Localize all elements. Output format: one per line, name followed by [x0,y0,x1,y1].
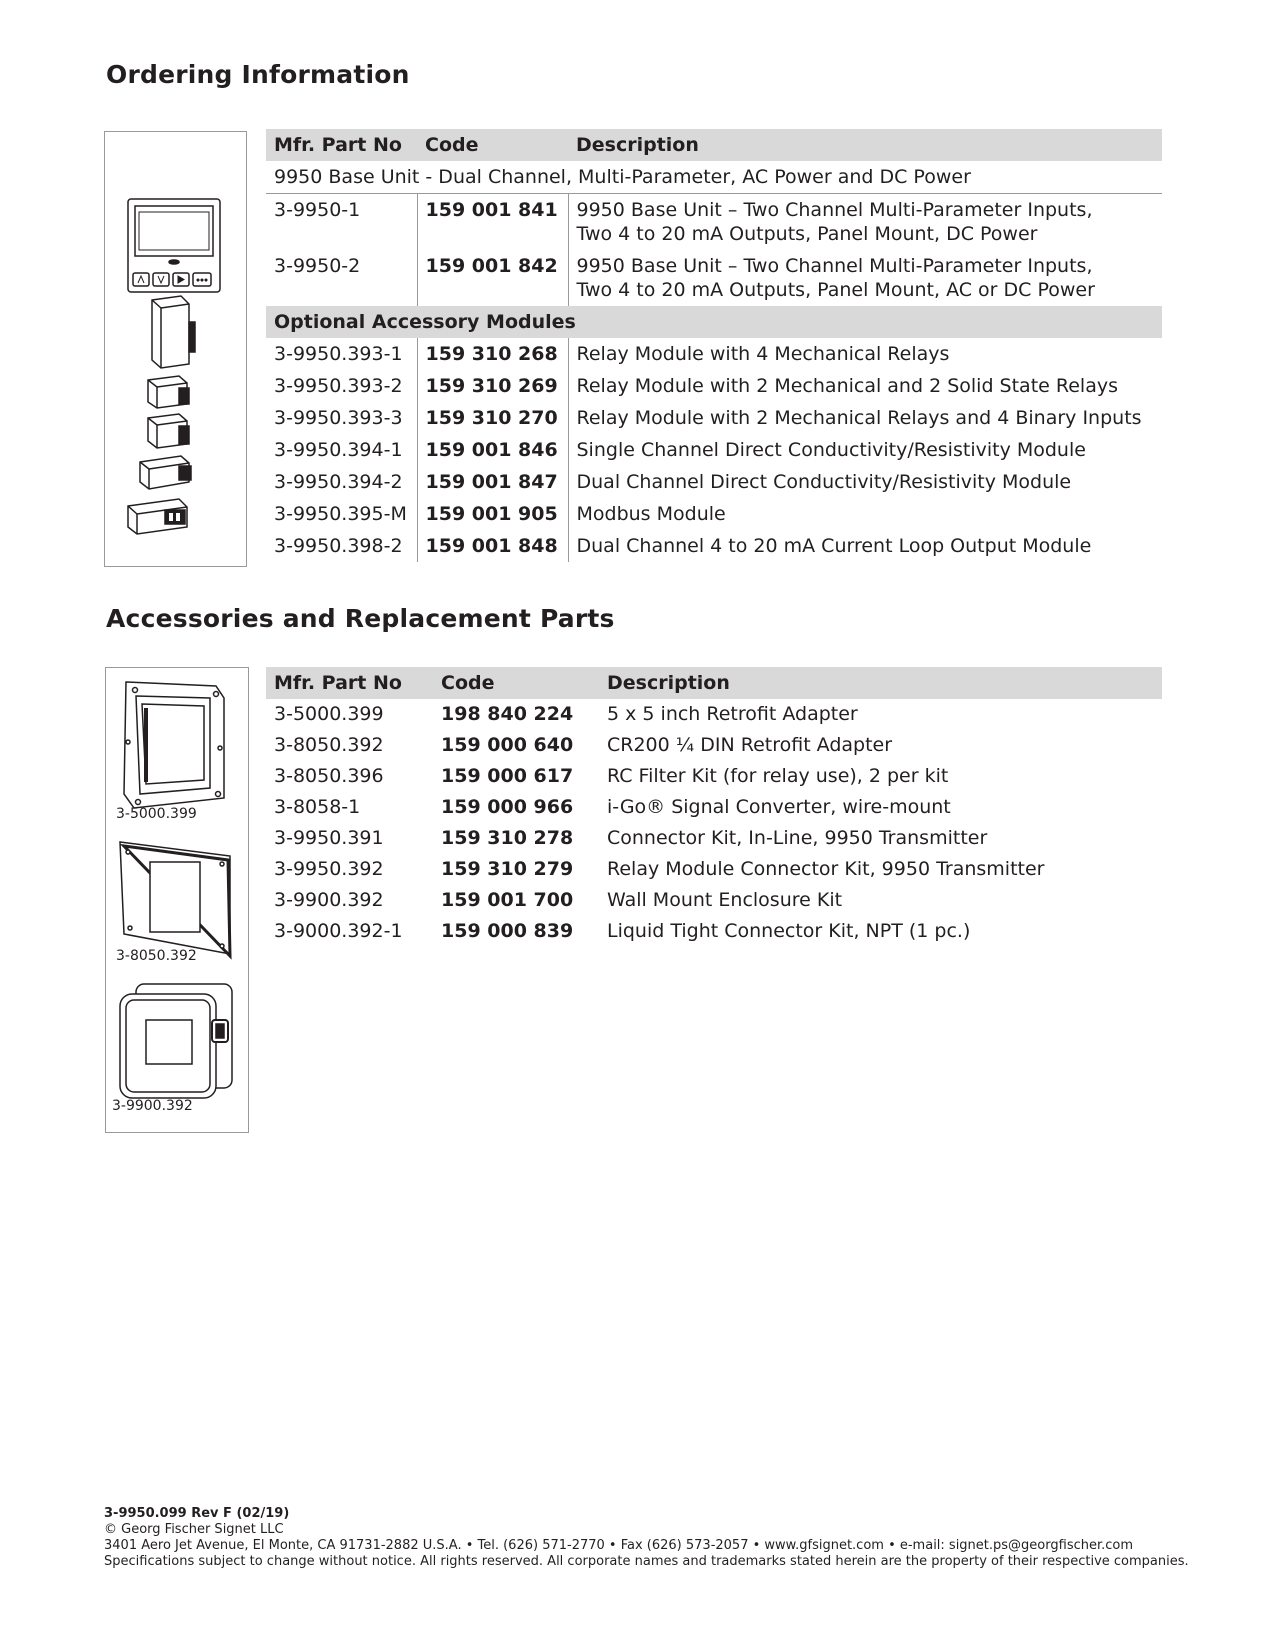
accessory-illustrations [106,668,248,1132]
description: Dual Channel Direct Conductivity/Resistivity Module [576,471,1072,493]
accessories-table [266,667,1162,947]
description: Relay Module Connector Kit, 9950 Transmitter [607,858,1045,880]
table-row [266,730,1162,761]
group-title: 9950 Base Unit - Dual Channel, Multi-Parameter, AC Power and DC Power [266,161,1162,194]
part-number: 3-9950.398-2 [266,530,417,562]
table-row [266,885,1162,916]
relay-module-2-illustration [148,376,189,408]
description: CR200 ¼ DIN Retrofit Adapter [607,734,893,756]
table-header-row [266,667,1162,699]
optional-modules-title: Optional Accessory Modules [266,306,1162,338]
retrofit-adapter-illustration [124,682,224,808]
description: Relay Module with 2 Mechanical Relays and 4 Binary Inputs [576,407,1142,429]
description: i-Go® Signal Converter, wire-mount [607,796,951,818]
description: Connector Kit, In-Line, 9950 Transmitter [607,827,988,849]
part-number: 3-8058-1 [274,796,361,818]
document-revision: 3-9950.099 Rev F (02/19) [104,1506,290,1521]
part-number: 3-9950.394-2 [266,466,417,498]
din-adapter-plate-illustration [120,842,230,956]
product-code: 159 310 269 [417,370,568,402]
part-number: 3-9950.392 [274,858,384,880]
table-row [266,916,1162,947]
part-number: 3-9950.395-M [266,498,417,530]
description: Dual Channel 4 to 20 mA Current Loop Output Module [576,535,1092,557]
product-code: 159 000 640 [441,734,574,756]
table-row [266,699,1162,730]
product-code: 159 001 848 [417,530,568,562]
caption-din-adapter: 3-8050.392 [116,948,197,964]
product-code: 159 001 842 [417,250,568,306]
table-row [266,498,1162,530]
product-code: 159 000 617 [441,765,574,787]
part-number: 3-9950-1 [266,194,417,251]
product-code: 198 840 224 [441,703,574,725]
table-row [266,792,1162,823]
table-header-row [266,129,1162,161]
header-code: Code [433,667,599,699]
description: Relay Module with 4 Mechanical Relays [576,343,950,365]
part-number: 3-8050.396 [274,765,384,787]
table-row [266,338,1162,370]
ordering-information-heading: Ordering Information [106,60,410,89]
table-row [266,823,1162,854]
part-number: 3-9900.392 [274,889,384,911]
header-description: Description [599,667,1162,699]
product-code: 159 310 278 [441,827,574,849]
description-line-2: Two 4 to 20 mA Outputs, Panel Mount, AC or DC Power [576,279,1095,301]
copyright: © Georg Fischer Signet LLC [104,1522,284,1537]
table-row [266,434,1162,466]
description: 5 x 5 inch Retrofit Adapter [607,703,858,725]
table-row [266,466,1162,498]
description-line-1: 9950 Base Unit – Two Channel Multi-Parameter Inputs, [576,199,1093,221]
part-number: 3-5000.399 [274,703,384,725]
part-number: 3-9950.394-1 [266,434,417,466]
part-number: 3-9950-2 [266,250,417,306]
description: Relay Module with 2 Mechanical and 2 Solid State Relays [576,375,1118,397]
wall-enclosure-illustration [120,984,232,1098]
table-row [266,530,1162,562]
table-row [266,250,1162,306]
table-row [266,370,1162,402]
table-row [266,402,1162,434]
header-description: Description [568,129,1162,161]
description [568,250,1162,306]
description: Single Channel Direct Conductivity/Resistivity Module [576,439,1086,461]
description-line-2: Two 4 to 20 mA Outputs, Panel Mount, DC Power [576,223,1038,245]
table-row [266,761,1162,792]
disclaimer: Specifications subject to change without notice. All rights reserved. All corporate names and trademarks stated herein are the property of their respective companies. [104,1554,1189,1569]
transmitter-illustration [128,199,220,292]
conductivity-module-illustration [140,456,191,489]
header-mfr-part-no: Mfr. Part No [266,667,433,699]
company-address: 3401 Aero Jet Avenue, El Monte, CA 91731-2882 U.S.A. • Tel. (626) 571-2770 • Fax (626) 573-2057 • www.gfsignet.com • e-mail: signet.ps@georgfischer.com [104,1538,1134,1553]
product-code: 159 310 268 [417,338,568,370]
header-code: Code [417,129,568,161]
part-number: 3-8050.392 [274,734,384,756]
product-code: 159 001 847 [417,466,568,498]
relay-module-3-illustration [148,414,189,448]
product-illustrations [105,132,246,566]
part-number: 3-9000.392-1 [274,920,403,942]
part-number: 3-9950.391 [274,827,384,849]
accessories-heading: Accessories and Replacement Parts [106,604,615,633]
product-code: 159 000 966 [441,796,574,818]
optional-modules-row [266,306,1162,338]
relay-module-illustration [152,296,195,368]
description [568,194,1162,251]
description: RC Filter Kit (for relay use), 2 per kit [607,765,949,787]
product-image-panel [104,131,247,567]
table-row [266,854,1162,885]
description: Liquid Tight Connector Kit, NPT (1 pc.) [607,920,971,942]
caption-retrofit-adapter: 3-5000.399 [116,806,197,822]
caption-wall-enclosure: 3-9900.392 [112,1098,193,1114]
header-mfr-part-no: Mfr. Part No [266,129,417,161]
description: Modbus Module [576,503,726,525]
product-code: 159 001 846 [417,434,568,466]
ordering-table [266,129,1162,562]
product-code: 159 310 279 [441,858,574,880]
product-code: 159 001 905 [417,498,568,530]
output-module-illustration [128,499,187,534]
part-number: 3-9950.393-2 [266,370,417,402]
product-code: 159 001 700 [441,889,574,911]
group-title-row [266,161,1162,194]
description-line-1: 9950 Base Unit – Two Channel Multi-Parameter Inputs, [576,255,1093,277]
product-code: 159 310 270 [417,402,568,434]
accessories-image-panel [105,667,249,1133]
table-row [266,194,1162,251]
product-code: 159 000 839 [441,920,574,942]
part-number: 3-9950.393-3 [266,402,417,434]
product-code: 159 001 841 [417,194,568,251]
page-footer [104,1506,1189,1570]
description: Wall Mount Enclosure Kit [607,889,843,911]
part-number: 3-9950.393-1 [266,338,417,370]
